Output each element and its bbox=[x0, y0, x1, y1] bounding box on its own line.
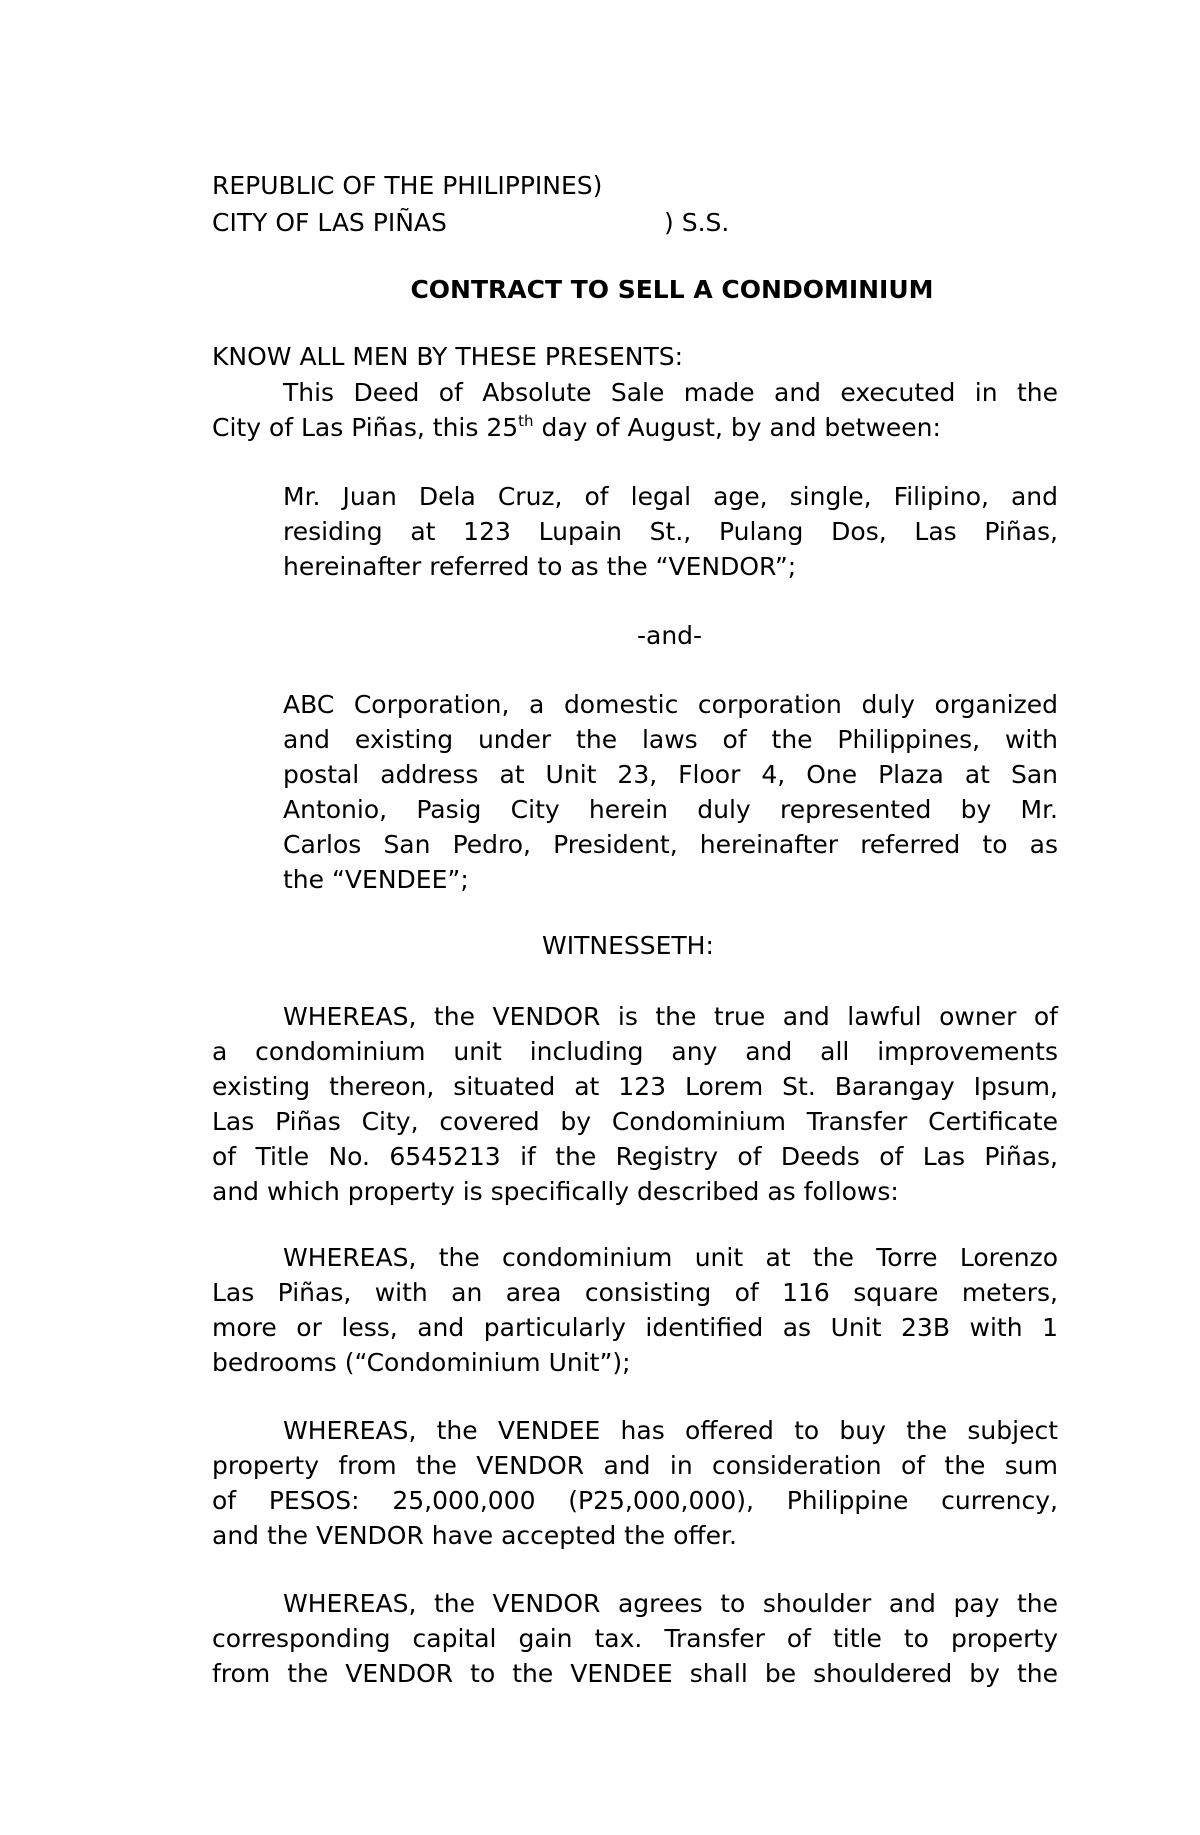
whereas-4-line: WHEREAS, the VENDOR agrees to shoulder and pay the bbox=[283, 1589, 1058, 1618]
vendor-party-paragraph bbox=[283, 479, 1058, 584]
whereas-4-line: from the VENDOR to the VENDEE shall be shouldered by the bbox=[212, 1659, 1058, 1688]
whereas-2-paragraph bbox=[212, 1240, 1058, 1380]
intro-paragraph bbox=[212, 375, 1058, 445]
vendor-line: hereinafter referred to as the “VENDOR”; bbox=[283, 552, 797, 581]
whereas-3-paragraph bbox=[212, 1413, 1058, 1553]
whereas-2-line: WHEREAS, the condominium unit at the Torre Lorenzo bbox=[283, 1243, 1058, 1272]
witnesseth-heading: WITNESSETH: bbox=[542, 931, 714, 960]
whereas-2-line: Las Piñas, with an area consisting of 116 square meters, bbox=[212, 1278, 1058, 1307]
intro-line-2-sup: th bbox=[518, 412, 534, 430]
caption-republic bbox=[212, 168, 602, 204]
intro-line-1: This Deed of Absolute Sale made and executed in the bbox=[283, 378, 1058, 407]
whereas-3-line: property from the VENDOR and in consideration of the sum bbox=[212, 1451, 1058, 1480]
and-separator: -and- bbox=[637, 621, 703, 650]
intro-line-2-after: day of August, by and between: bbox=[533, 413, 941, 442]
whereas-1-line: WHEREAS, the VENDOR is the true and lawful owner of bbox=[283, 1002, 1058, 1031]
whereas-1-line: of Title No. 6545213 if the Registry of Deeds of Las Piñas, bbox=[212, 1142, 1058, 1171]
vendee-line: postal address at Unit 23, Floor 4, One Plaza at San bbox=[283, 760, 1058, 789]
caption-line-2-left: CITY OF LAS PIÑAS bbox=[212, 208, 447, 237]
whereas-4-paragraph bbox=[212, 1586, 1058, 1691]
intro-line-2-before: City of Las Piñas, this 25 bbox=[212, 413, 519, 442]
caption-city bbox=[212, 205, 730, 241]
vendee-party-paragraph bbox=[283, 687, 1058, 897]
vendee-line: ABC Corporation, a domestic corporation duly organized bbox=[283, 690, 1058, 719]
whereas-2-line: bedrooms (“Condominium Unit”); bbox=[212, 1348, 631, 1377]
intro-line-2 bbox=[212, 410, 1058, 445]
vendee-line: and existing under the laws of the Philippines, with bbox=[283, 725, 1058, 754]
whereas-3-line: of PESOS: 25,000,000 (P25,000,000), Philippine currency, bbox=[212, 1486, 1058, 1515]
caption-line-2-right: ) S.S. bbox=[664, 208, 730, 237]
vendor-line: residing at 123 Lupain St., Pulang Dos, Las Piñas, bbox=[283, 517, 1058, 546]
whereas-3-line: and the VENDOR have accepted the offer. bbox=[212, 1521, 737, 1550]
whereas-1-paragraph bbox=[212, 999, 1058, 1209]
whereas-2-line: more or less, and particularly identified as Unit 23B with 1 bbox=[212, 1313, 1058, 1342]
whereas-1-line: Las Piñas City, covered by Condominium Transfer Certificate bbox=[212, 1107, 1058, 1136]
whereas-4-line: corresponding capital gain tax. Transfer of title to property bbox=[212, 1624, 1058, 1653]
whereas-1-line: a condominium unit including any and all improvements bbox=[212, 1037, 1058, 1066]
vendee-line: the “VENDEE”; bbox=[283, 865, 469, 894]
vendor-line: Mr. Juan Dela Cruz, of legal age, single, Filipino, and bbox=[283, 482, 1058, 511]
vendee-line: Carlos San Pedro, President, hereinafter referred to as bbox=[283, 830, 1058, 859]
intro-heading: KNOW ALL MEN BY THESE PRESENTS: bbox=[212, 342, 684, 371]
whereas-1-line: and which property is specifically described as follows: bbox=[212, 1177, 899, 1206]
caption-line-1: REPUBLIC OF THE PHILIPPINES) bbox=[212, 171, 603, 200]
vendee-line: Antonio, Pasig City herein duly represented by Mr. bbox=[283, 795, 1058, 824]
whereas-3-line: WHEREAS, the VENDEE has offered to buy the subject bbox=[283, 1416, 1058, 1445]
document-title: CONTRACT TO SELL A CONDOMINIUM bbox=[410, 275, 934, 304]
whereas-1-line: existing thereon, situated at 123 Lorem St. Barangay Ipsum, bbox=[212, 1072, 1058, 1101]
